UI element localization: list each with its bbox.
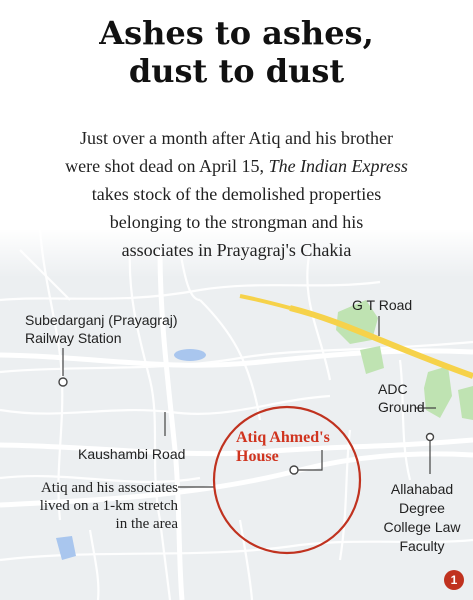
label-adc-line-2: Ground [378, 399, 425, 415]
headline-line-2: dust to dust [128, 52, 345, 90]
page-number-badge: 1 [444, 570, 464, 590]
label-atiq-house [236, 428, 330, 466]
label-college-line-3: College Law [383, 519, 461, 535]
label-subedarganj-station [25, 311, 178, 347]
intro-line-4: belonging to the strongman and his [109, 212, 364, 232]
label-subedarganj-line-1: Subedarganj (Prayagraj) [25, 312, 178, 328]
intro-line-5: associates in Prayagraj's Chakia [121, 240, 352, 260]
label-stretch-line-2: lived on a 1-km stretch [39, 498, 178, 514]
label-stretch-line-3: in the area [115, 516, 178, 532]
label-stretch-line-1: Atiq and his associates [40, 480, 178, 496]
headline-line-1: Ashes to ashes, [99, 14, 374, 52]
label-college-line-4: Faculty [399, 538, 445, 554]
intro-line-1: Just over a month after Atiq and his brother [80, 128, 393, 148]
intro-line-2-text: were shot dead on April 15, [65, 156, 265, 176]
label-atiq-house-line-1: Atiq Ahmed's [236, 429, 330, 446]
publication-name: The Indian Express [268, 156, 408, 176]
label-subedarganj-line-2: Railway Station [25, 330, 122, 346]
label-gt-road: G T Road [352, 297, 413, 313]
intro-line-3: takes stock of the demolished properties [91, 184, 382, 204]
label-allahabad-degree-college [380, 480, 464, 556]
label-adc-line-1: ADC [378, 381, 408, 397]
label-kaushambi-road: Kaushambi Road [78, 446, 186, 462]
intro-text [0, 124, 473, 264]
label-one-km-stretch [18, 479, 178, 533]
label-college-line-1: Allahabad [390, 481, 454, 497]
label-adc-ground [378, 380, 425, 416]
intro-line-2 [0, 152, 473, 180]
headline [0, 14, 473, 90]
label-atiq-house-line-2: House [236, 448, 279, 465]
label-college-line-2: Degree [399, 500, 445, 516]
